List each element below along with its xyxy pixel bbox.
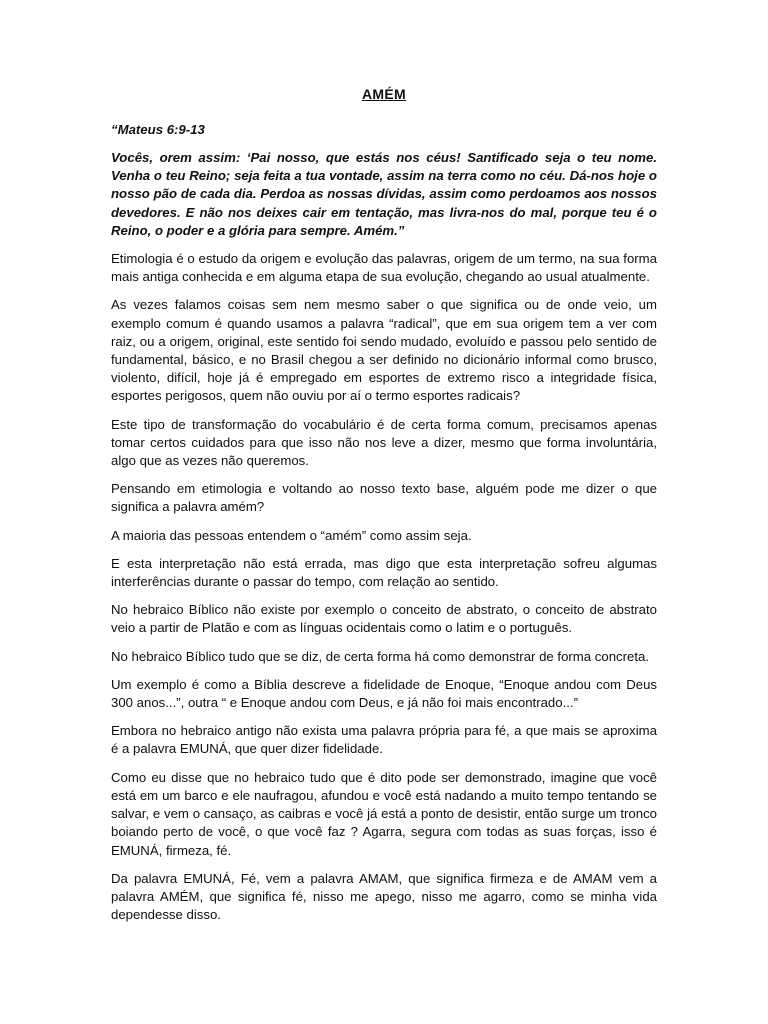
paragraph-transformation: Este tipo de transformação do vocabulário é de certa forma comum, precisamos apenas tomar certos cuidados para que isso não nos leve a dizer, mesmo que forma involuntária, algo que as vezes não queremos. (111, 416, 657, 469)
paragraph-abstract: No hebraico Bíblico não existe por exemplo o conceito de abstrato, o conceito de abstrato veio a partir de Platão e com as línguas ocidentais como o latim e o português. (111, 602, 657, 636)
paragraph-enoch: Um exemplo é como a Bíblia descreve a fidelidade de Enoque, “Enoque andou com Deus 300 anos...”, outra “ e Enoque andou com Deus, e já não foi mais encontrado...” (111, 676, 657, 711)
paragraph-majority: A maioria das pessoas entendem o “amém” como assim seja. (111, 527, 472, 543)
paragraph-concrete: No hebraico Bíblico tudo que se diz, de certa forma há como demonstrar de forma concreta. (111, 648, 650, 664)
paragraph-radical: As vezes falamos coisas sem nem mesmo saber o que significa ou de onde veio, um exemplo comum é quando usamos a palavra “radical”, que em sua origem tem a ver com raiz, ou a origem, original, este sentido foi sendo mudado, evoluído e passou pelo sentido de fundamental, básico, e no Brasil chegou a ser definido no dicionário informal como brusco, violento, difícil, hoje já é empregado em esportes de extremo risco a integridade física, esportes perigosos, quem não ouviu por aí o termo esportes radicais? (111, 297, 657, 404)
paragraph-boat: Como eu disse que no hebraico tudo que é dito pode ser demonstrado, imagine que você está em um barco e ele naufragou, afundou e você está nadando a muito tempo tentando se salvar, e vem o cansaço, as caibras e você já está a ponto de desistir, então surge um tronco boiando perto de você, o que você faz ? Agarra, segura com todas as suas forças, isso é EMUNÁ, firmeza, fé. (111, 769, 657, 858)
paragraph-emuna: Embora no hebraico antigo não exista uma palavra própria para fé, a que mais se aproxima é a palavra EMUNÁ, que quer dizer fidelidade. (111, 723, 657, 757)
paragraph-interpretation: E esta interpretação não está errada, mas digo que esta interpretação sofreu algumas interferências durante o passar do tempo, com relação ao sentido. (111, 555, 657, 590)
paragraph-etymology: Etimologia é o estudo da origem e evolução das palavras, origem de um termo, na sua forma mais antiga conhecida e em alguma etapa de sua evolução, chegando ao usual atualmente. (111, 251, 657, 285)
bible-quote: Vocês, orem assim: ‘Pai nosso, que estás nos céus! Santificado seja o teu nome. Venha o teu Reino; seja feita a tua vontade, assim na terra como no céu. Dá-nos hoje o nosso pão de cada dia. Perdoa as nossas dívidas, assim como perdoamos aos nossos devedores. E não nos deixes cair em tentação, mas livra-nos do mal, porque teu é o Reino, o poder e a glória para sempre. Amém.” (111, 150, 657, 238)
paragraph-question: Pensando em etimologia e voltando ao nosso texto base, alguém pode me dizer o que significa a palavra amém? (111, 481, 657, 515)
bible-reference: “Mateus 6:9-13 (111, 122, 205, 137)
document-body (111, 85, 657, 934)
document-title: AMÉM (362, 86, 406, 102)
paragraph-amam: Da palavra EMUNÁ, Fé, vem a palavra AMAM, que significa firmeza e de AMAM vem a palavra AMÉM, que significa fé, nisso me apego, nisso me agarro, como se minha vida dependesse disso. (111, 870, 657, 923)
